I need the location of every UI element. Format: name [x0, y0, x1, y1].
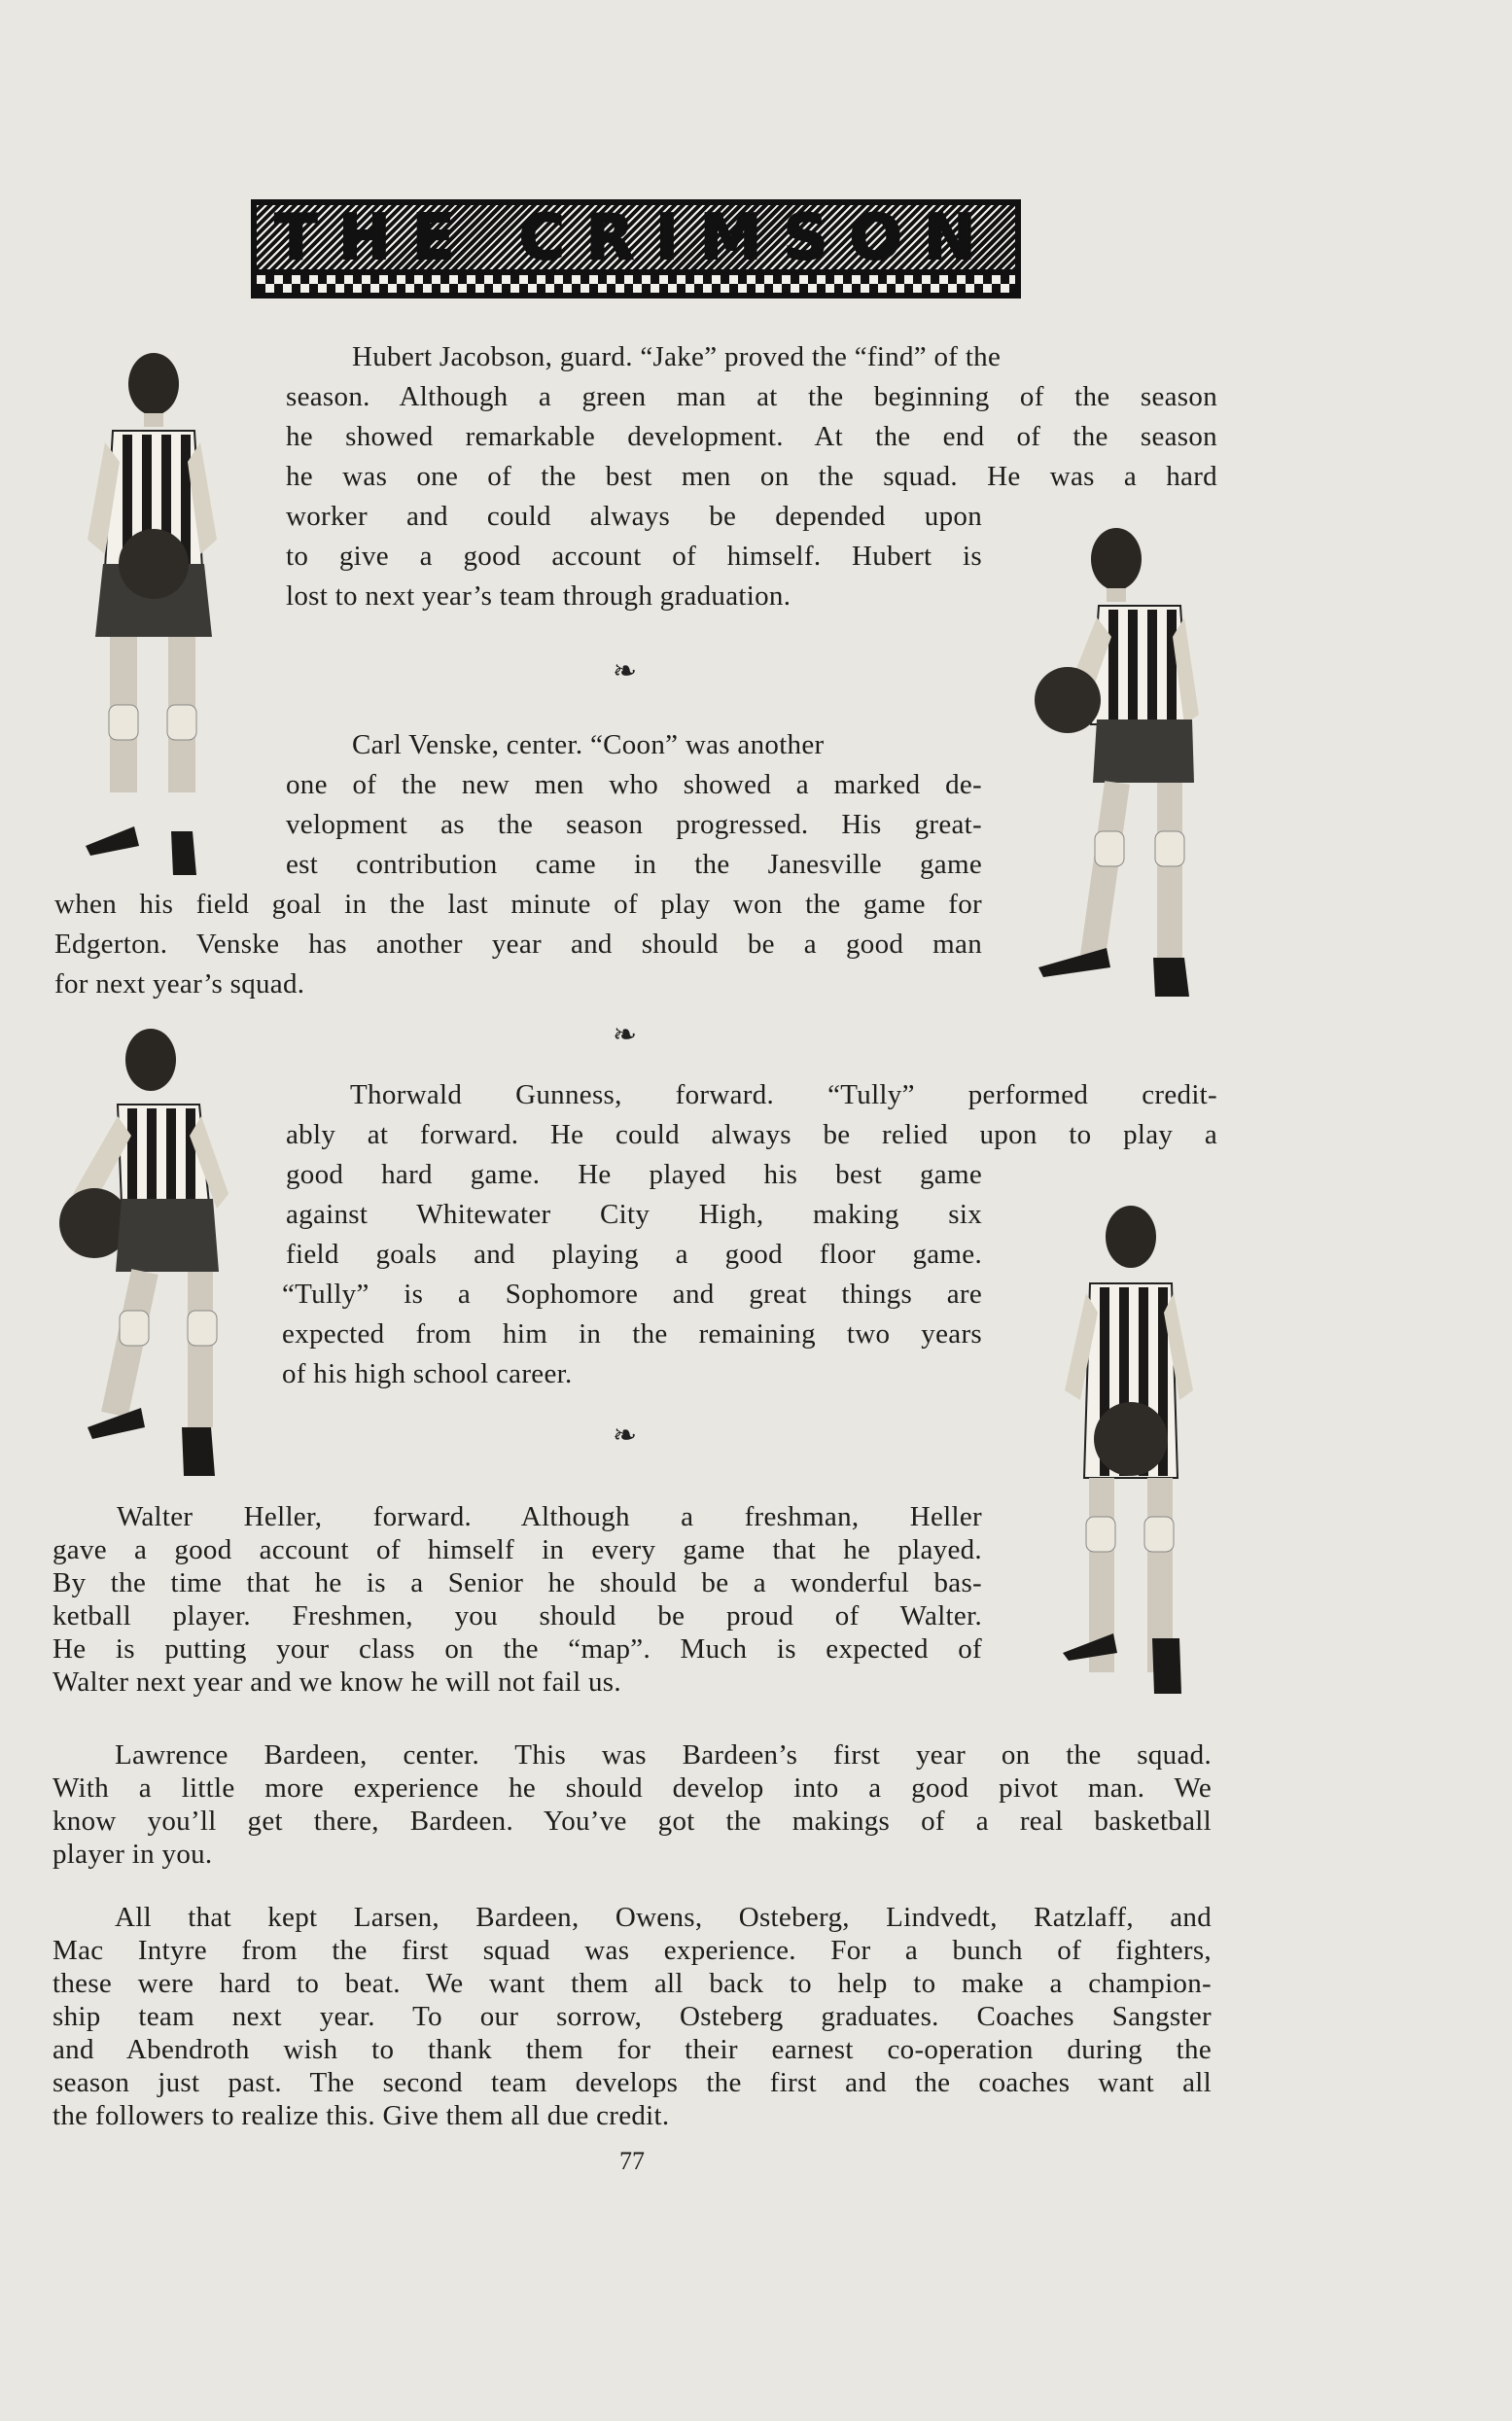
- entry-jacobson-line-1: Hubert Jacobson, guard. “Jake” proved the “find” of the: [352, 341, 1002, 372]
- entry-squad-line-1: All that kept Larsen, Bardeen, Owens, Osteberg, Lindvedt, Ratzlaff, and: [115, 1902, 1212, 1933]
- entry-heller-line-2: gave a good account of himself in every game that he played.: [53, 1534, 982, 1565]
- player-photo-jacobson: [66, 345, 231, 880]
- entry-venske-line-7: for next year’s squad.: [54, 968, 305, 1000]
- entry-gunness-line-1: Thorwald Gunness, forward. “Tully” performed credit-: [350, 1079, 1217, 1110]
- entry-gunness-line-3: good hard game. He played his best game: [286, 1159, 982, 1190]
- entry-gunness-line-2: ably at forward. He could always be relied upon to play a: [286, 1119, 1217, 1150]
- entry-heller-line-6: Walter next year and we know he will not fail us.: [53, 1667, 621, 1698]
- entry-venske-line-6: Edgerton. Venske has another year and should be a good man: [54, 929, 982, 960]
- entry-gunness-line-5: field goals and playing a good floor game.: [286, 1239, 982, 1270]
- entry-jacobson-line-7: lost to next year’s team through graduation.: [286, 580, 791, 612]
- ornament-divider-2: ❧: [613, 1018, 638, 1052]
- entry-venske-line-1: Carl Venske, center. “Coon” was another: [352, 729, 825, 760]
- masthead-title: THE CRIMSON: [274, 202, 998, 274]
- player-photo-venske: [1029, 520, 1223, 1006]
- entry-squad-line-4: ship team next year. To our sorrow, Osteberg graduates. Coaches Sangster: [53, 2001, 1212, 2032]
- page-number: 77: [619, 2147, 645, 2175]
- ornament-divider-3: ❧: [613, 1419, 638, 1453]
- entry-gunness-line-4: against Whitewater City High, making six: [286, 1199, 982, 1230]
- entry-heller-line-5: He is putting your class on the “map”. Much is expected of: [53, 1633, 982, 1665]
- entry-jacobson-line-4: he was one of the best men on the squad. He was a hard: [286, 461, 1217, 492]
- entry-venske-line-3: velopment as the season progressed. His great-: [286, 809, 982, 840]
- entry-bardeen-line-3: know you’ll get there, Bardeen. You’ve got the makings of a real basketball: [53, 1806, 1212, 1837]
- entry-gunness-line-7: expected from him in the remaining two years: [282, 1318, 982, 1350]
- entry-squad-line-7: the followers to realize this. Give them all due credit.: [53, 2100, 670, 2131]
- entry-gunness-line-6: “Tully” is a Sophomore and great things are: [282, 1279, 982, 1310]
- entry-heller-line-3: By the time that he is a Senior he should be a wonderful bas-: [53, 1567, 982, 1598]
- entry-venske-line-2: one of the new men who showed a marked de-: [286, 769, 982, 800]
- entry-jacobson-line-5: worker and could always be depended upon: [286, 501, 982, 532]
- entry-bardeen-line-2: With a little more experience he should develop into a good pivot man. We: [53, 1772, 1212, 1804]
- entry-jacobson-line-3: he showed remarkable development. At the end of the season: [286, 421, 1217, 452]
- entry-squad-line-3: these were hard to beat. We want them all back to help to make a champion-: [53, 1968, 1212, 1999]
- entry-squad-line-2: Mac Intyre from the first squad was experience. For a bunch of fighters,: [53, 1935, 1212, 1966]
- player-photo-gunness: [53, 1019, 248, 1486]
- entry-jacobson-line-2: season. Although a green man at the beginning of the season: [286, 381, 1217, 412]
- entry-heller-line-1: Walter Heller, forward. Although a freshman, Heller: [117, 1501, 982, 1532]
- ornament-divider-1: ❧: [613, 654, 638, 688]
- masthead-banner: [251, 199, 1021, 298]
- entry-squad-line-5: and Abendroth wish to thank them for their earnest co-operation during the: [53, 2034, 1212, 2065]
- entry-gunness-line-8: of his high school career.: [282, 1358, 573, 1389]
- entry-venske-line-4: est contribution came in the Janesville game: [286, 849, 982, 880]
- entry-bardeen-line-1: Lawrence Bardeen, center. This was Bardeen’s first year on the squad.: [115, 1739, 1212, 1771]
- entry-squad-line-6: season just past. The second team develops the first and the coaches want all: [53, 2067, 1212, 2098]
- entry-heller-line-4: ketball player. Freshmen, you should be proud of Walter.: [53, 1600, 982, 1632]
- player-photo-heller: [1055, 1196, 1201, 1702]
- entry-bardeen-line-4: player in you.: [53, 1839, 213, 1870]
- entry-jacobson-line-6: to give a good account of himself. Hubert is: [286, 541, 982, 572]
- masthead-checker-border: [257, 275, 1015, 293]
- entry-venske-line-5: when his field goal in the last minute of play won the game for: [54, 889, 982, 920]
